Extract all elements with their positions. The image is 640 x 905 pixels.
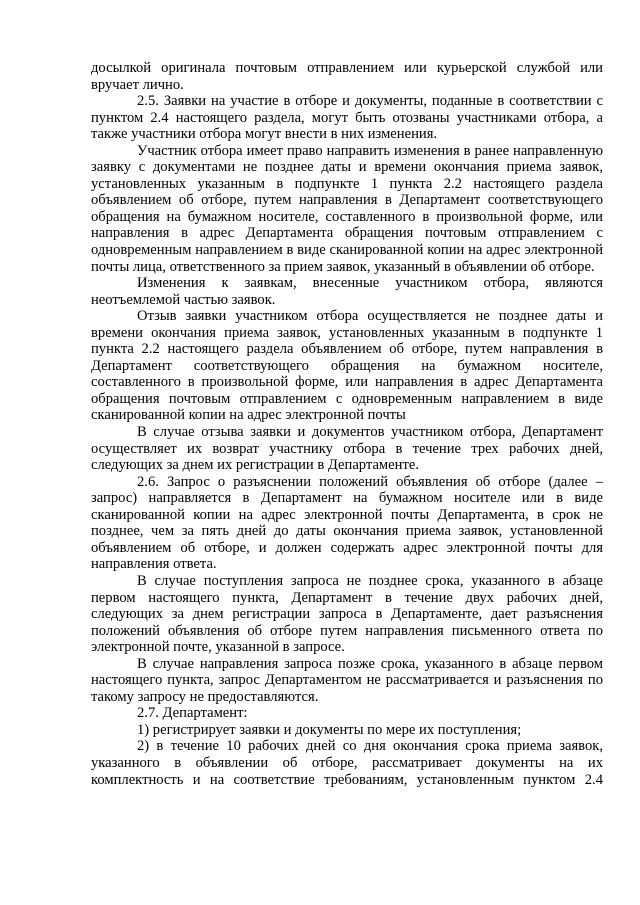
paragraph-request-answer: В случае поступления запроса не позднее срока, указанного в абзаце первом настоящего пункта, Департамент в течение двух рабочих дней, следующих за днем регистрации запроса в Департаменте, дает разъяснения положений объявления об отборе путем направления письменного ответа по электронной почте, указанной в запросе.	[91, 572, 603, 656]
paragraph-2-7: 2.7. Департамент:	[137, 705, 248, 722]
list-item-2: 2) в течение 10 рабочих дней со дня окончания срока приема заявок, указанного в объявлении об отборе, рассматривает документы на их комплектность и на соответствие требованиям, установленным пунктом 2.4	[91, 738, 603, 788]
paragraph-changes-part: Изменения к заявкам, внесенные участником отбора, являются неотъемлемой частью заявок.	[91, 275, 603, 308]
paragraph-2-5: 2.5. Заявки на участие в отборе и документы, поданные в соответствии с пунктом 2.4 настоящего раздела, могут быть отозваны участниками отбора, а также участники отбора могут внести в них изменения.	[91, 93, 603, 143]
paragraph-request-late: В случае направления запроса позже срока, указанного в абзаце первом настоящего пункта, запрос Департаментом не рассматривается и разъяснения по такому запросу не предоставляются.	[91, 655, 603, 705]
paragraph-continuation: досылкой оригинала почтовым отправлением или курьерской службой или вручает лично.	[91, 60, 603, 93]
paragraph-withdrawal-return: В случае отзыва заявки и документов участником отбора, Департамент осуществляет их возврат участнику отбора в течение трех рабочих дней, следующих за днем их регистрации в Департаменте.	[91, 424, 603, 474]
paragraph-withdrawal: Отзыв заявки участником отбора осуществляется не позднее даты и времени окончания приема заявок, установленных указанным в подпункте 1 пункта 2.2 настоящего раздела объявлением об отборе, путем направления в Департамент соответствующего обращения на бумажном носителе, составленного в произвольной форме, или направления в адрес Департамента обращения почтовым отправлением с одновременным направлением в виде сканированной копии на адрес электронной почты	[91, 308, 603, 424]
document-page	[91, 60, 603, 788]
paragraph-2-6: 2.6. Запрос о разъяснении положений объявления об отборе (далее – запрос) направляется в Департамент на бумажном носителе или в виде сканированной копии на адрес электронной почты Департамента, в срок не позднее, чем за пять дней до даты окончания приема заявок, установленной объявлением об отборе, и должен содержать адрес электронной почты для направления ответа.	[91, 473, 603, 573]
list-item-1: 1) регистрирует заявки и документы по мере их поступления;	[137, 721, 522, 738]
paragraph-changes-right: Участник отбора имеет право направить изменения в ранее направленную заявку с документами не позднее даты и времени окончания приема заявок, установленных указанным в подпункте 1 пункта 2.2 настоящего раздела объявлением об отборе, путем направления в Департамент соответствующего обращения на бумажном носителе, составленного в произвольной форме, или направления в адрес Департамента обращения почтовым отправлением с одновременным направлением в виде сканированной копии на адрес электронной почты лица, ответственного за прием заявок, указанный в объявлении об отборе.	[91, 142, 603, 275]
